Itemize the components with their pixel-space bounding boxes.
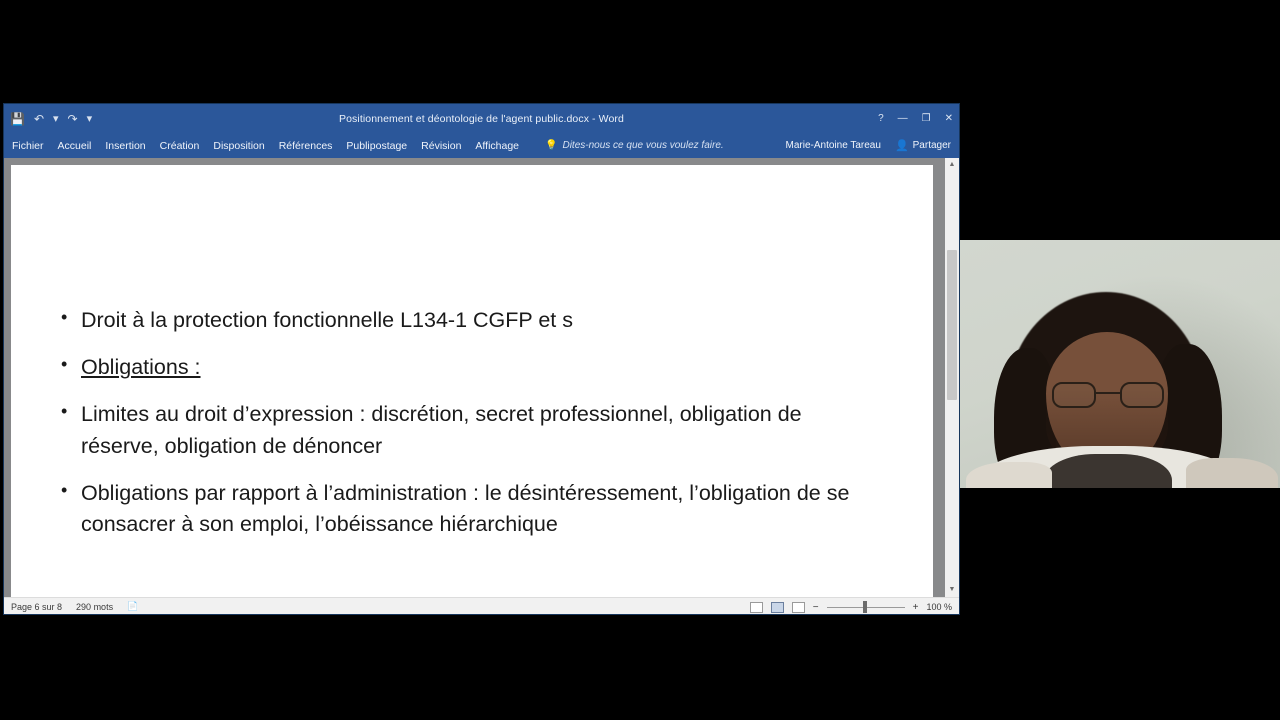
person-top-garment bbox=[1044, 454, 1172, 488]
spelling-check-icon[interactable]: 📄 bbox=[127, 601, 139, 611]
help-icon[interactable]: ? bbox=[878, 113, 884, 124]
zoom-slider[interactable] bbox=[827, 601, 905, 613]
scrollbar-thumb[interactable] bbox=[947, 250, 957, 400]
web-layout-view-icon[interactable] bbox=[792, 602, 805, 613]
share-button[interactable] bbox=[895, 139, 951, 152]
word-count[interactable]: 290 mots bbox=[76, 601, 114, 612]
webcam-video-tile[interactable] bbox=[960, 240, 1280, 488]
shared-screen-word-window[interactable] bbox=[3, 103, 960, 615]
bullet-text-1: Droit à la protection fonctionnelle L134-1 CGFP et s bbox=[81, 308, 573, 332]
list-item[interactable] bbox=[53, 352, 867, 383]
tell-me-placeholder: Dites-nous ce que vous voulez faire. bbox=[562, 140, 724, 151]
lightbulb-icon: 💡 bbox=[545, 140, 558, 151]
list-item[interactable] bbox=[53, 399, 867, 461]
zoom-in-button[interactable]: + bbox=[912, 601, 919, 613]
tab-insertion[interactable]: Insertion bbox=[105, 139, 146, 152]
glasses-right-lens bbox=[1120, 382, 1164, 408]
document-page[interactable] bbox=[11, 165, 933, 599]
glasses-left-lens bbox=[1052, 382, 1096, 408]
ribbon-tab-bar[interactable] bbox=[4, 133, 959, 158]
read-mode-view-icon[interactable] bbox=[750, 602, 763, 613]
word-status-bar[interactable] bbox=[4, 597, 959, 615]
redo-icon[interactable]: ↷ bbox=[67, 111, 78, 126]
bullet-text-4: Obligations par rapport à l’administration : le désintéressement, l’obligation de se consacrer à son emploi, l’obéissance hiérarchique bbox=[81, 480, 850, 536]
tab-fichier[interactable]: Fichier bbox=[12, 139, 44, 152]
scroll-up-icon[interactable]: ▲ bbox=[948, 161, 956, 168]
share-label: Partager bbox=[912, 140, 951, 151]
restore-button[interactable]: ❐ bbox=[921, 113, 931, 124]
bullet-text-2: Obligations : bbox=[81, 355, 201, 380]
zoom-level[interactable]: 100 % bbox=[926, 602, 952, 612]
print-layout-view-icon[interactable] bbox=[771, 602, 784, 613]
undo-icon[interactable]: ↶ bbox=[33, 111, 45, 126]
tab-publipostage[interactable]: Publipostage bbox=[346, 139, 408, 152]
zoom-out-button[interactable]: − bbox=[812, 601, 819, 613]
bullet-text-3: Limites au droit d’expression : discrétion, secret professionnel, obligation de réserve, obligation de dénoncer bbox=[81, 402, 802, 458]
window-title: Positionnement et déontologie de l'agent public.docx - Word bbox=[339, 112, 624, 125]
document-canvas[interactable] bbox=[4, 158, 959, 597]
tab-accueil[interactable]: Accueil bbox=[57, 139, 92, 152]
list-item[interactable] bbox=[53, 305, 867, 336]
window-controls[interactable] bbox=[878, 104, 953, 133]
person-shoulder-left bbox=[966, 462, 1052, 488]
save-icon[interactable]: 💾 bbox=[10, 111, 25, 126]
undo-dropdown-icon[interactable]: ▾ bbox=[53, 113, 59, 125]
glasses-bridge bbox=[1096, 392, 1120, 394]
tab-references[interactable]: Références bbox=[278, 139, 333, 152]
customize-qat-icon[interactable]: ▾ bbox=[86, 113, 93, 125]
tab-revision[interactable]: Révision bbox=[421, 139, 462, 152]
tell-me-search[interactable] bbox=[545, 140, 724, 151]
ribbon-right-controls[interactable] bbox=[786, 133, 952, 158]
tab-affichage[interactable]: Affichage bbox=[475, 139, 520, 152]
scroll-down-icon[interactable]: ▼ bbox=[948, 586, 956, 593]
minimize-button[interactable]: — bbox=[897, 113, 908, 124]
word-title-bar bbox=[4, 104, 959, 133]
list-item[interactable] bbox=[53, 478, 867, 540]
bullet-list bbox=[53, 305, 867, 540]
person-icon: 👤 bbox=[894, 140, 909, 152]
account-name[interactable]: Marie-Antoine Tareau bbox=[785, 140, 881, 151]
document-scrollbar[interactable] bbox=[945, 158, 959, 597]
status-bar-right[interactable] bbox=[750, 598, 952, 615]
page-indicator[interactable]: Page 6 sur 8 bbox=[11, 601, 63, 612]
tab-creation[interactable]: Création bbox=[159, 139, 200, 152]
close-button[interactable]: ✕ bbox=[944, 113, 953, 124]
zoom-slider-handle[interactable] bbox=[863, 601, 867, 613]
person-glasses bbox=[1052, 382, 1164, 408]
tab-disposition[interactable]: Disposition bbox=[213, 139, 265, 152]
